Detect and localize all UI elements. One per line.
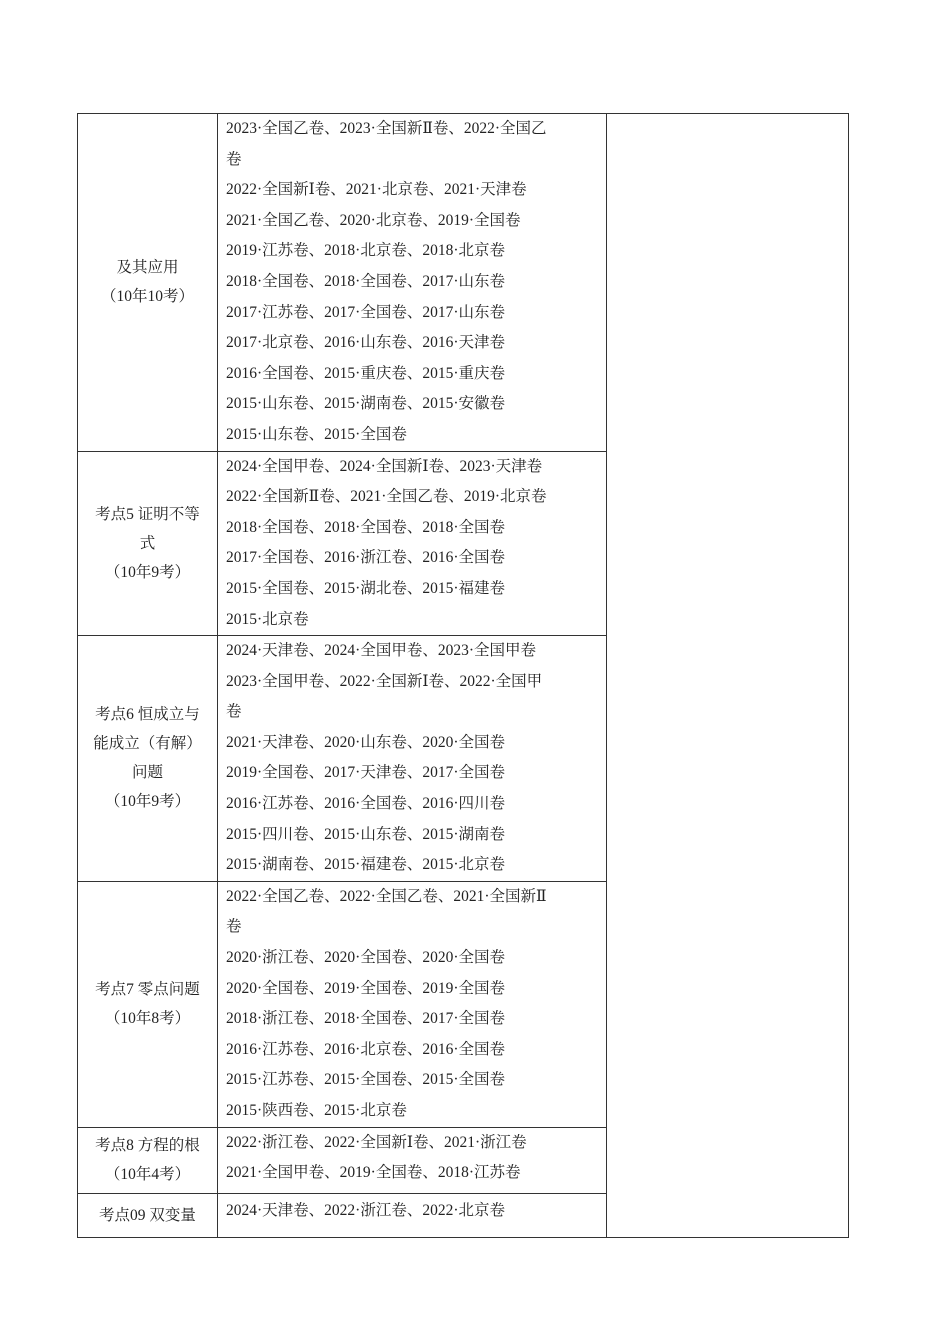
topic-cell [78,881,218,1127]
paper-line: 2016·江苏卷、2016·北京卷、2016·全国卷 [226,1040,505,1058]
papers-cell [218,1193,607,1237]
topic-count: （10年8考） [104,1010,191,1028]
paper-line: 2020·浙江卷、2020·全国卷、2020·全国卷 [226,949,505,967]
topic-line: 考点8 方程的根 [95,1137,200,1155]
paper-line: 2015·山东卷、2015·湖南卷、2015·安徽卷 [226,395,505,413]
papers-cell [218,451,607,636]
paper-line: 2022·全国新Ⅱ卷、2021·全国乙卷、2019·北京卷 [226,488,547,506]
paper-line: 2022·全国新Ⅰ卷、2021·北京卷、2021·天津卷 [226,181,527,199]
paper-line: 2015·山东卷、2015·全国卷 [226,425,407,443]
paper-line: 2022·全国乙卷、2022·全国乙卷、2021·全国新Ⅱ [226,887,547,905]
papers-cell [218,1127,607,1193]
papers-cell [218,881,607,1127]
topic-line: 问题 [131,764,163,782]
topic-cell [78,1127,218,1193]
topic-line: 式 [139,534,156,552]
papers-cell [218,636,607,882]
paper-line: 2020·全国卷、2019·全国卷、2019·全国卷 [226,979,505,997]
paper-line: 2021·全国甲卷、2019·全国卷、2018·江苏卷 [226,1164,521,1182]
paper-line: 2021·天津卷、2020·山东卷、2020·全国卷 [226,733,505,751]
paper-line: 2015·全国卷、2015·湖北卷、2015·福建卷 [226,579,505,597]
topic-cell [78,451,218,636]
paper-line: 卷 [226,150,242,168]
paper-line: 2017·北京卷、2016·山东卷、2016·天津卷 [226,334,505,352]
topic-count: （10年10考） [100,288,194,306]
paper-line: 卷 [226,703,242,721]
paper-line: 2015·北京卷 [226,610,309,628]
paper-line: 2023·全国甲卷、2022·全国新Ⅰ卷、2022·全国甲 [226,672,543,690]
paper-line: 2024·全国甲卷、2024·全国新Ⅰ卷、2023·天津卷 [226,457,543,475]
paper-line: 2018·浙江卷、2018·全国卷、2017·全国卷 [226,1010,505,1028]
topic-cell [78,114,218,452]
topic-count: （10年9考） [104,563,191,581]
paper-line: 2016·全国卷、2015·重庆卷、2015·重庆卷 [226,364,505,382]
paper-line: 2016·江苏卷、2016·全国卷、2016·四川卷 [226,795,505,813]
paper-line: 2018·全国卷、2018·全国卷、2018·全国卷 [226,518,505,536]
papers-cell [218,114,607,452]
topic-line: 能成立（有解） [93,735,202,753]
paper-line: 2017·江苏卷、2017·全国卷、2017·山东卷 [226,303,505,321]
paper-line: 2024·天津卷、2024·全国甲卷、2023·全国甲卷 [226,642,536,660]
paper-line: 2021·全国乙卷、2020·北京卷、2019·全国卷 [226,211,521,229]
paper-line: 2019·江苏卷、2018·北京卷、2018·北京卷 [226,242,505,260]
topic-line: 考点09 双变量 [99,1206,196,1224]
topic-line: 及其应用 [116,259,179,277]
topic-count: （10年9考） [104,793,191,811]
paper-line: 2023·全国乙卷、2023·全国新Ⅱ卷、2022·全国乙 [226,120,547,137]
topic-count: （10年4考） [104,1166,191,1184]
topic-line: 考点6 恒成立与 [95,706,200,724]
paper-line: 2017·全国卷、2016·浙江卷、2016·全国卷 [226,549,505,567]
paper-line: 2024·天津卷、2022·浙江卷、2022·北京卷 [226,1201,505,1219]
topic-line: 考点5 证明不等 [95,505,200,523]
paper-line: 2015·湖南卷、2015·福建卷、2015·北京卷 [226,856,505,874]
paper-line: 卷 [226,918,242,936]
notes-cell [607,114,849,1238]
topic-cell [78,636,218,882]
topic-line: 考点7 零点问题 [95,981,200,999]
paper-line: 2015·陕西卷、2015·北京卷 [226,1102,407,1119]
paper-line: 2019·全国卷、2017·天津卷、2017·全国卷 [226,764,505,782]
table-row [78,114,849,452]
paper-line: 2022·浙江卷、2022·全国新Ⅰ卷、2021·浙江卷 [226,1133,527,1151]
paper-line: 2015·四川卷、2015·山东卷、2015·湖南卷 [226,825,505,843]
paper-line: 2018·全国卷、2018·全国卷、2017·山东卷 [226,272,505,290]
exam-topic-table [77,113,849,1238]
topic-cell [78,1193,218,1237]
paper-line: 2015·江苏卷、2015·全国卷、2015·全国卷 [226,1071,505,1089]
